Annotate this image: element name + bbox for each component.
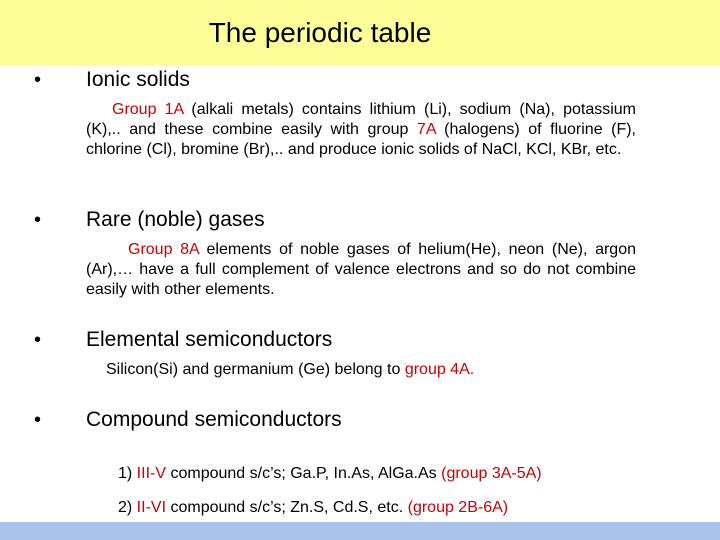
noble-text: elements of noble gases of helium(He), neon (Ne), argon (Ar),… have a full complement of valence electrons and so do not combine easily with other elements. xyxy=(86,241,637,298)
item-text: compound s/c’s; Zn.S, Cd.S, etc. xyxy=(166,499,408,516)
ionic-text-b: (halogens) of fluorine (F), chlorine (Cl), bromine (Br),.. and produce ionic solids of NaCl, KCl, KBr, etc. xyxy=(86,121,636,158)
item-number: 1) xyxy=(118,465,137,482)
ii-vi-text: II-VI xyxy=(136,499,167,516)
para-elemental-semiconductors xyxy=(106,360,666,380)
group-2b-6a-text: (group 2B-6A) xyxy=(407,499,509,516)
list-item xyxy=(118,464,678,484)
group-1a-text: Group 1A xyxy=(112,101,184,118)
group-3a-5a-text: (group 3A-5A) xyxy=(441,465,542,482)
heading-ionic-solids: Ionic solids xyxy=(86,68,190,91)
iii-v-text: III-V xyxy=(136,465,167,482)
list-item xyxy=(118,498,678,518)
heading-compound-semiconductors: Compound semiconductors xyxy=(86,408,342,431)
group-8a-text: Group 8A xyxy=(128,241,199,258)
item-number: 2) xyxy=(118,499,137,516)
bullet-compound-semiconductors: • xyxy=(34,409,42,431)
ionic-text-a: (alkali metals) contains lithium (Li), sodium (Na), potassium (K),.. and these combine easily with group xyxy=(86,101,636,138)
slide-title: The periodic table xyxy=(208,17,432,48)
heading-noble-gases: Rare (noble) gases xyxy=(86,208,265,231)
group-7a-text: 7A xyxy=(416,121,436,138)
para-ionic-solids xyxy=(86,100,636,160)
bullet-elemental-semiconductors: • xyxy=(34,329,42,351)
bullet-ionic-solids: • xyxy=(34,69,42,91)
heading-elemental-semiconductors: Elemental semiconductors xyxy=(86,328,333,351)
para-noble-gases xyxy=(86,240,636,300)
elemental-text: Silicon(Si) and germanium (Ge) belong to xyxy=(106,361,405,378)
group-4a-text: group 4A. xyxy=(404,361,475,378)
item-text: compound s/c’s; Ga.P, In.As, AlGa.As xyxy=(166,465,442,482)
bullet-noble-gases: • xyxy=(34,209,42,231)
bottom-bar xyxy=(0,522,720,540)
